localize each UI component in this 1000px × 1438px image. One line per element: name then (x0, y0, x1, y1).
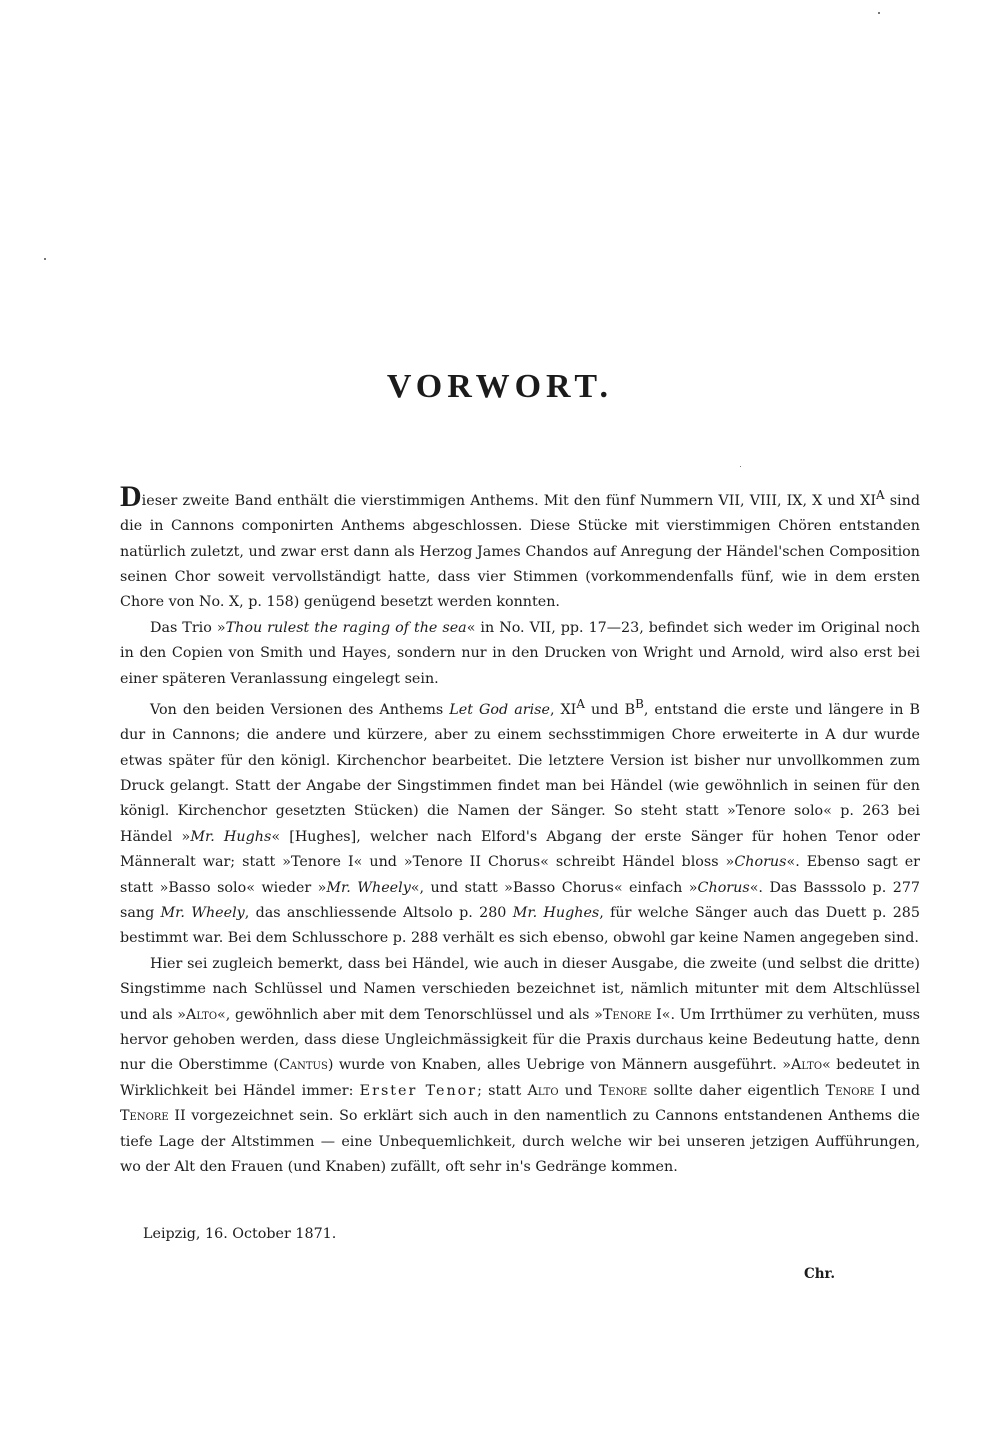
text-run: ; statt (477, 1082, 528, 1099)
small-caps-term: Tenore (120, 1108, 169, 1125)
text-run: «. Um Irrthümer zu verhüten, muss hervor gehoben werden, dass diese Ungleichmässigkeit für die Praxis durchaus keine Bedeutung hatte, denn nur die Oberstimme ( (120, 1006, 921, 1074)
italic-name: Mr. Hughs (190, 828, 272, 845)
small-caps-term: Alto (527, 1082, 559, 1099)
text-run: «, gewöhnlich aber mit dem Tenorschlüssel und als » (217, 1006, 603, 1023)
text-run: ieser zweite Band enthält die vierstimmigen Anthems. Mit den fünf Nummern VII, VIII, IX, X und XI (141, 492, 876, 509)
text-run: , entstand die erste und längere in B dur in Cannons; die andere und kürzere, aber zu einem sechsstimmigen Chore erweiterte in A dur wurde etwas später für den königl. Kirchenchor bearbeitet. Die letztere Version ist bisher nur unvollkommen zum Druck gelangt. Statt der Angabe der Singstimmen findet man bei Händel (wie gewöhnlich in seinen für den königl. Kirchenchor gesetzten Stücken) die Namen der Sänger. So steht statt »Tenore solo« p. 263 bei Händel » (120, 701, 920, 845)
small-caps-term: Tenore (825, 1082, 875, 1099)
text-run: sollte daher eigentlich (647, 1082, 826, 1099)
paragraph-3 (120, 692, 920, 952)
italic-name: Mr. Wheely (326, 879, 411, 896)
text-run: Hier sei zugleich bemerkt, dass bei Händel, wie auch in dieser Ausgabe, die zweite (und selbst die dritte) Singstimme nach Schlüssel und Namen verschieden bezeichnet ist, nämlich mitunter mit dem Altschlüssel und als » (120, 955, 920, 1023)
text-run: I und (874, 1082, 920, 1099)
paragraph-4 (120, 952, 920, 1181)
signature: Chr. (804, 1266, 836, 1282)
superscript: A (576, 697, 585, 712)
text-run: und (558, 1082, 599, 1099)
italic-name: Mr. Wheely (160, 905, 245, 922)
text-run: ) wurde von Knaben, alles Uebrige von Männern ausgeführt. » (327, 1057, 792, 1074)
text-run: II vorgezeichnet sein. So erklärt sich auch in den namentlich zu Cannons entstandenen Anthems die tiefe Lage der Altstimmen — eine Unbequemlichkeit, durch welche wir bei unseren jetzigen Aufführungen, wo der Alt den Frauen (und Knaben) zufällt, oft sehr in's Gedränge kommen. (120, 1108, 920, 1176)
text-run: « in No. VII, pp. 17—23, befindet sich weder im Original noch in den Copien von Smith und Hayes, sondern nur in den Drucken von Wright und Arnold, wird also erst bei einer späteren Veranlassung eingelegt sein. (120, 619, 920, 687)
drop-cap: D (120, 479, 142, 513)
text-run: « bedeutet in Wirklichkeit bei Händel immer: (120, 1057, 920, 1099)
italic-name: Mr. Hughes (512, 905, 600, 922)
scan-speck (44, 258, 46, 260)
italic-name: Chorus (697, 879, 750, 896)
text-run: «. Ebenso sagt er statt »Basso solo« wieder » (120, 854, 920, 896)
italic-name: Chorus (734, 854, 787, 871)
scan-speck (878, 12, 880, 14)
small-caps-term: Cantus (278, 1057, 328, 1074)
text-run: , das anschliessende Altsolo p. 280 (244, 905, 513, 922)
text-run: , XI (549, 701, 577, 718)
text-run: und B (584, 701, 636, 718)
italic-title: Thou rulest the raging of the sea (225, 619, 467, 636)
superscript: B (635, 697, 644, 712)
spaced-term: Erster Tenor (359, 1082, 478, 1099)
preface-body (120, 479, 921, 1181)
italic-title: Let God arise (449, 701, 550, 718)
paragraph-1 (120, 479, 920, 616)
text-run: « [Hughes], welcher nach Elford's Abgang der erste Sänger für hohen Tenor oder Männeralt war; statt »Tenore I« und »Tenore II Chorus« schreibt Händel bloss » (120, 828, 920, 871)
scan-speck (740, 466, 741, 467)
place-date: Leipzig, 16. October 1871. (143, 1226, 337, 1242)
text-run: sind die in Cannons componirten Anthems abgeschlossen. Diese Stücke mit vierstimmigen Chören entstanden natürlich zuletzt, und zwar erst dann als Herzog James Chandos auf Anregung der Händel'schen Composition seinen Chor soweit vervollständigt hatte, dass vier Stimmen (vorkommendenfalls fünf, wie in dem ersten Chore von No. X, p. 158) genügend besetzt werden konnten. (120, 492, 920, 611)
small-caps-term: Tenore I (602, 1006, 662, 1023)
small-caps-term: Alto (186, 1006, 218, 1023)
page-title: VORWORT. (386, 368, 614, 405)
text-run: Das Trio » (150, 619, 226, 636)
text-run: Von den beiden Versionen des Anthems (150, 701, 450, 718)
small-caps-term: Tenore (598, 1082, 648, 1099)
text-run: «, und statt »Basso Chorus« einfach » (410, 879, 698, 896)
paragraph-2 (120, 616, 920, 692)
small-caps-term: Alto (791, 1057, 823, 1074)
superscript: A (875, 488, 885, 502)
text-run: «. Das Basssolo p. 277 sang (120, 879, 921, 922)
text-run: , für welche Sänger auch das Duett p. 285 bestimmt war. Bei dem Schlusschore p. 288 verhält es sich ebenso, obwohl gar keine Namen angegeben sind. (120, 905, 921, 947)
